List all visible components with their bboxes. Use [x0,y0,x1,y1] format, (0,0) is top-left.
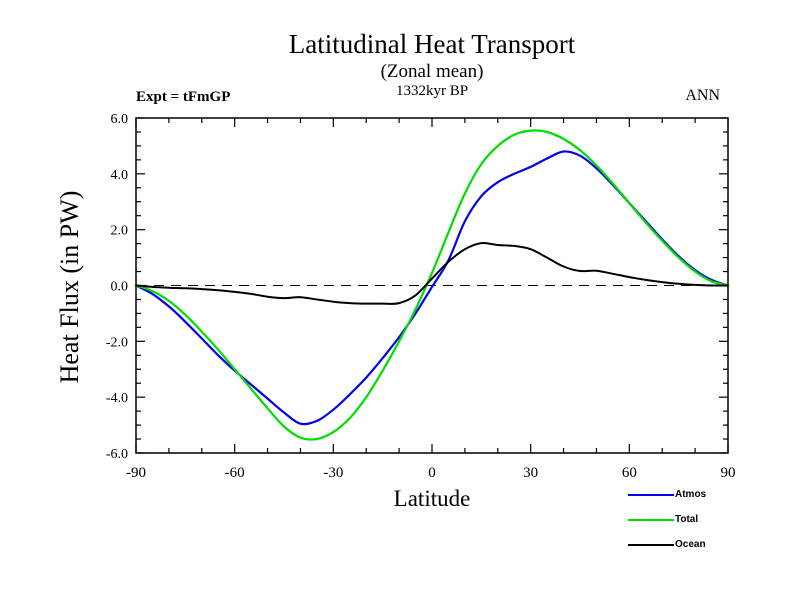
total-line-swatch [628,519,674,521]
x-tick-label: 0 [428,465,436,481]
page-title: Latitudinal Heat Transport [288,29,576,59]
experiment-label: Expt = tFmGP [136,89,231,105]
ocean-line-swatch [628,544,674,546]
y-tick-label: -4.0 [105,391,128,407]
series-line-atmos [136,151,728,424]
x-tick-label: -30 [323,465,344,481]
season-label: ANN [685,87,720,104]
x-tick-label: -90 [126,465,146,481]
x-tick-label: 90 [720,465,736,481]
legend-item-atmos [628,489,778,501]
y-tick-label: -2.0 [105,335,128,351]
x-tick-label: -60 [224,465,245,481]
x-tick-label: 60 [621,465,637,481]
legend [628,489,778,564]
x-tick-label: 30 [523,465,539,481]
y-tick-label: 2.0 [110,223,128,239]
atmos-line-swatch [628,494,674,496]
legend-label-ocean: Ocean [675,539,706,550]
y-tick-label: 4.0 [110,167,128,183]
x-axis-title: Latitude [393,486,471,511]
time-label: 1332kyr BP [395,83,469,99]
y-tick-label: 0.0 [110,279,128,295]
legend-item-total [628,514,778,526]
y-tick-label: -6.0 [105,447,128,462]
y-tick-label: 6.0 [110,112,128,127]
legend-label-total: Total [675,514,699,525]
y-axis-title: Heat Flux (in PW) [55,190,84,384]
legend-label-atmos: Atmos [675,489,707,500]
chart-subtitle: (Zonal mean) [380,61,484,82]
legend-item-ocean [628,539,778,551]
